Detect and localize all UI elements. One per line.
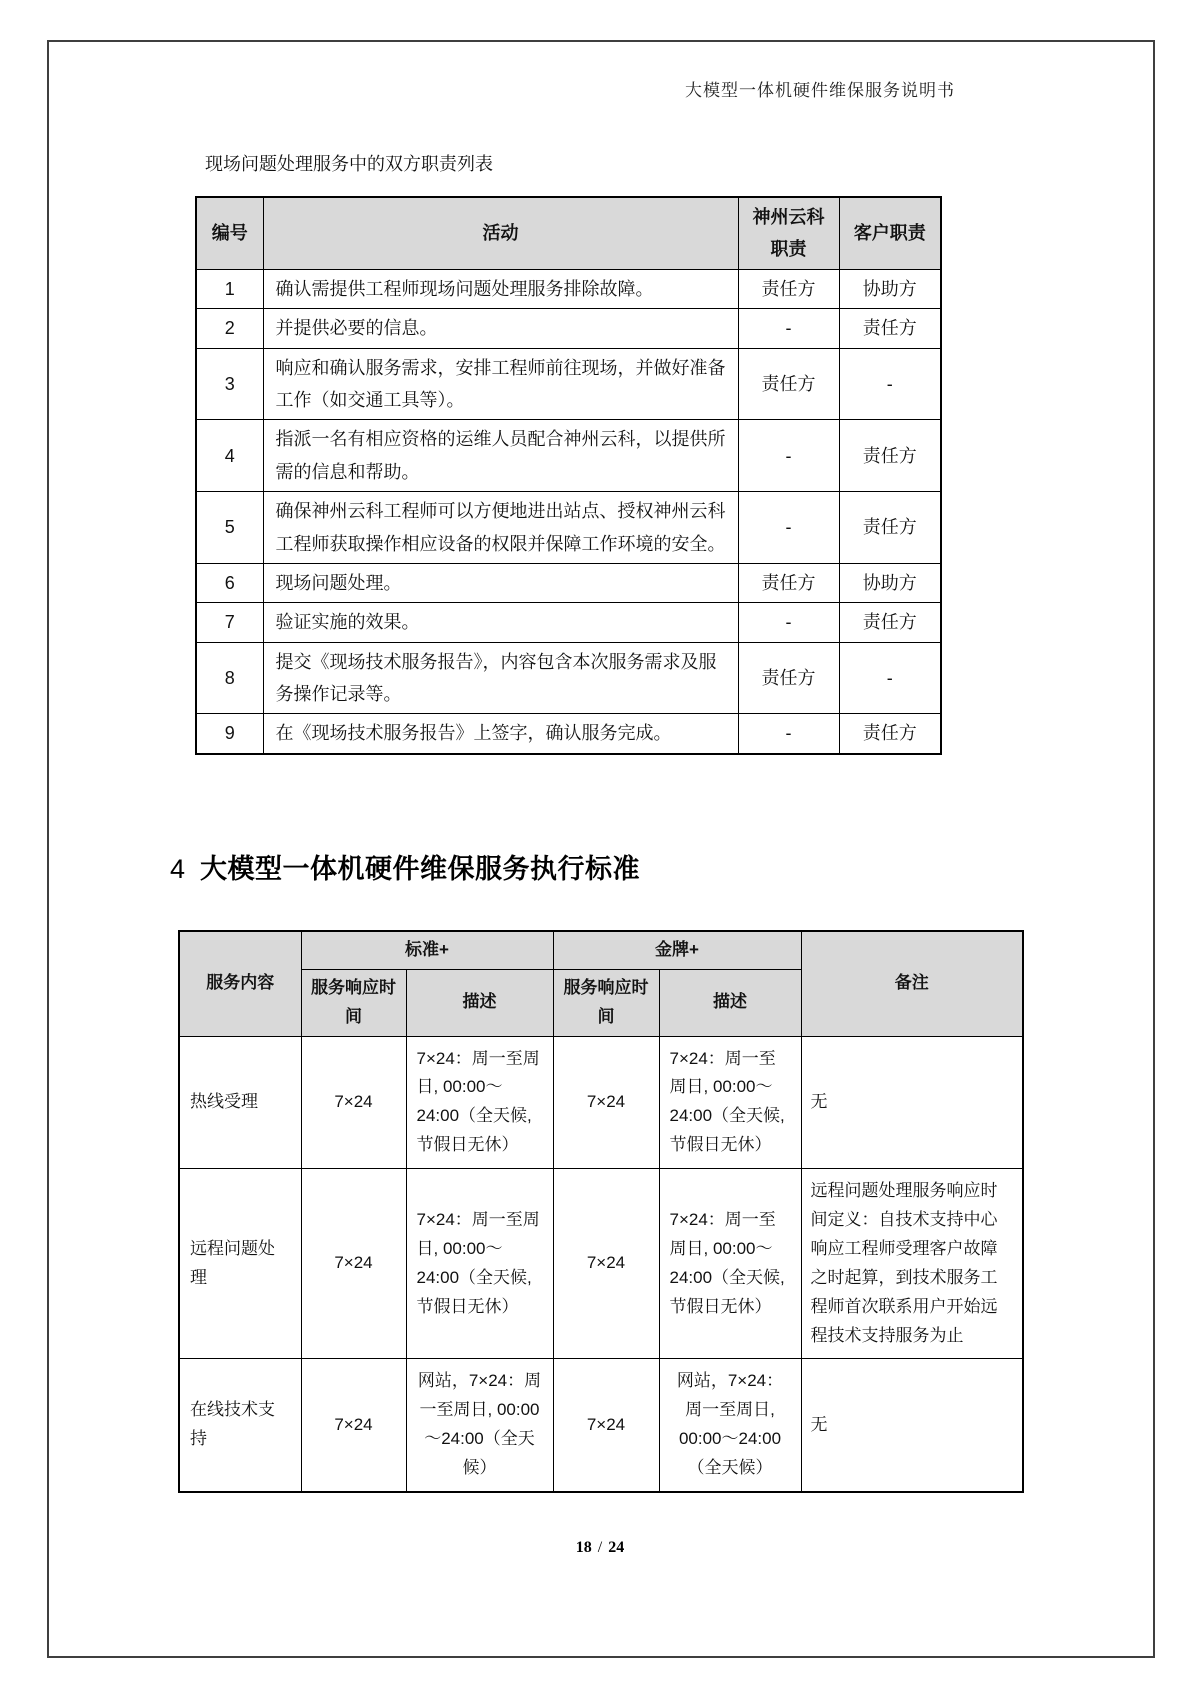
gold-response-time: 7×24 bbox=[553, 1036, 659, 1169]
customer-role: - bbox=[839, 642, 941, 714]
standard-description: 7×24：周一至周日, 00:00～24:00（全天候, 节假日无休） bbox=[406, 1036, 553, 1169]
header-customer-role: 客户职责 bbox=[839, 197, 941, 269]
responsibility-table-header bbox=[196, 197, 941, 269]
gold-description: 7×24：周一至周日, 00:00～24:00（全天候, 节假日无休） bbox=[659, 1036, 801, 1169]
section-title: 大模型一体机硬件维保服务执行标准 bbox=[200, 853, 641, 884]
remark-text: 远程问题处理服务响应时间定义：自技术支持中心响应工程师受理客户故障之时起算，到技术服务工程师首次联系用户开始远程技术支持服务为止 bbox=[801, 1169, 1023, 1359]
gold-response-time: 7×24 bbox=[553, 1169, 659, 1359]
vendor-role: - bbox=[738, 492, 839, 564]
customer-role: 责任方 bbox=[839, 603, 941, 642]
header-response-time-gold: 服务响应时间 bbox=[553, 969, 659, 1036]
service-content: 远程问题处理 bbox=[179, 1169, 301, 1359]
standards-header-row-groups bbox=[179, 931, 1023, 969]
vendor-role: 责任方 bbox=[738, 563, 839, 602]
row-number: 9 bbox=[196, 714, 263, 754]
document-header-title: 大模型一体机硬件维保服务说明书 bbox=[685, 81, 955, 100]
customer-role: 责任方 bbox=[839, 492, 941, 564]
remark-text: 无 bbox=[801, 1359, 1023, 1492]
current-page-number: 18 bbox=[575, 1539, 592, 1556]
header-standard-plus: 标准+ bbox=[301, 931, 553, 969]
responsibility-table-caption: 现场问题处理服务中的双方职责列表 bbox=[205, 154, 493, 174]
customer-role: 协助方 bbox=[839, 269, 941, 308]
standards-row bbox=[179, 1169, 1023, 1359]
activity-text: 现场问题处理。 bbox=[263, 563, 738, 602]
header-response-time-standard: 服务响应时间 bbox=[301, 969, 406, 1036]
customer-role: - bbox=[839, 348, 941, 420]
activity-text: 提交《现场技术服务报告》，内容包含本次服务需求及服务操作记录等。 bbox=[263, 642, 738, 714]
standard-response-time: 7×24 bbox=[301, 1169, 406, 1359]
gold-description: 网站，7×24：周一至周日, 00:00～24:00（全天候） bbox=[659, 1359, 801, 1492]
header-activity: 活动 bbox=[263, 197, 738, 269]
activity-text: 确保神州云科工程师可以方便地进出站点、授权神州云科工程师获取操作相应设备的权限并保障工作环境的安全。 bbox=[263, 492, 738, 564]
header-description-standard: 描述 bbox=[406, 969, 553, 1036]
total-page-number: 24 bbox=[608, 1539, 625, 1556]
activity-text: 并提供必要的信息。 bbox=[263, 309, 738, 348]
activity-text: 响应和确认服务需求，安排工程师前往现场，并做好准备工作（如交通工具等）。 bbox=[263, 348, 738, 420]
activity-text: 验证实施的效果。 bbox=[263, 603, 738, 642]
responsibility-row bbox=[196, 492, 941, 564]
header-description-gold: 描述 bbox=[659, 969, 801, 1036]
standard-response-time: 7×24 bbox=[301, 1359, 406, 1492]
activity-text: 指派一名有相应资格的运维人员配合神州云科，以提供所需的信息和帮助。 bbox=[263, 420, 738, 492]
service-content: 热线受理 bbox=[179, 1036, 301, 1169]
responsibility-row bbox=[196, 603, 941, 642]
row-number: 1 bbox=[196, 269, 263, 308]
responsibility-table bbox=[195, 196, 942, 755]
header-vendor-role: 神州云科职责 bbox=[738, 197, 839, 269]
responsibility-row bbox=[196, 420, 941, 492]
customer-role: 责任方 bbox=[839, 714, 941, 754]
vendor-role: 责任方 bbox=[738, 642, 839, 714]
vendor-role: - bbox=[738, 420, 839, 492]
customer-role: 责任方 bbox=[839, 420, 941, 492]
responsibility-header-row bbox=[196, 197, 941, 269]
row-number: 4 bbox=[196, 420, 263, 492]
row-number: 7 bbox=[196, 603, 263, 642]
responsibility-row bbox=[196, 563, 941, 602]
row-number: 5 bbox=[196, 492, 263, 564]
page-number-separator: / bbox=[597, 1539, 603, 1556]
responsibility-row bbox=[196, 642, 941, 714]
remark-text: 无 bbox=[801, 1036, 1023, 1169]
vendor-role: 责任方 bbox=[738, 348, 839, 420]
gold-description: 7×24：周一至周日, 00:00～24:00（全天候, 节假日无休） bbox=[659, 1169, 801, 1359]
vendor-role: - bbox=[738, 714, 839, 754]
vendor-role: - bbox=[738, 603, 839, 642]
responsibility-row bbox=[196, 348, 941, 420]
standards-row bbox=[179, 1036, 1023, 1169]
activity-text: 在《现场技术服务报告》上签字，确认服务完成。 bbox=[263, 714, 738, 754]
standards-table-body bbox=[179, 1036, 1023, 1492]
standards-row bbox=[179, 1359, 1023, 1492]
vendor-role: 责任方 bbox=[738, 269, 839, 308]
row-number: 6 bbox=[196, 563, 263, 602]
responsibility-table-body bbox=[196, 269, 941, 754]
page-content bbox=[170, 150, 1040, 1557]
standard-description: 7×24：周一至周日, 00:00～24:00（全天候, 节假日无休） bbox=[406, 1169, 553, 1359]
customer-role: 责任方 bbox=[839, 309, 941, 348]
customer-role: 协助方 bbox=[839, 563, 941, 602]
page-footer bbox=[170, 1539, 1030, 1557]
standard-response-time: 7×24 bbox=[301, 1036, 406, 1169]
section-number: 4 bbox=[170, 853, 186, 884]
row-number: 3 bbox=[196, 348, 263, 420]
vendor-role: - bbox=[738, 309, 839, 348]
header-number: 编号 bbox=[196, 197, 263, 269]
row-number: 2 bbox=[196, 309, 263, 348]
standards-table-header bbox=[179, 931, 1023, 1036]
responsibility-row bbox=[196, 714, 941, 754]
header-service-content: 服务内容 bbox=[179, 931, 301, 1036]
gold-response-time: 7×24 bbox=[553, 1359, 659, 1492]
header-gold-plus: 金牌+ bbox=[553, 931, 801, 969]
responsibility-row bbox=[196, 309, 941, 348]
responsibility-row bbox=[196, 269, 941, 308]
row-number: 8 bbox=[196, 642, 263, 714]
activity-text: 确认需提供工程师现场问题处理服务排除故障。 bbox=[263, 269, 738, 308]
service-content: 在线技术支持 bbox=[179, 1359, 301, 1492]
standards-table bbox=[178, 930, 1024, 1493]
section-heading bbox=[170, 847, 1040, 886]
header-remark: 备注 bbox=[801, 931, 1023, 1036]
standard-description: 网站，7×24：周一至周日, 00:00～24:00（全天候） bbox=[406, 1359, 553, 1492]
